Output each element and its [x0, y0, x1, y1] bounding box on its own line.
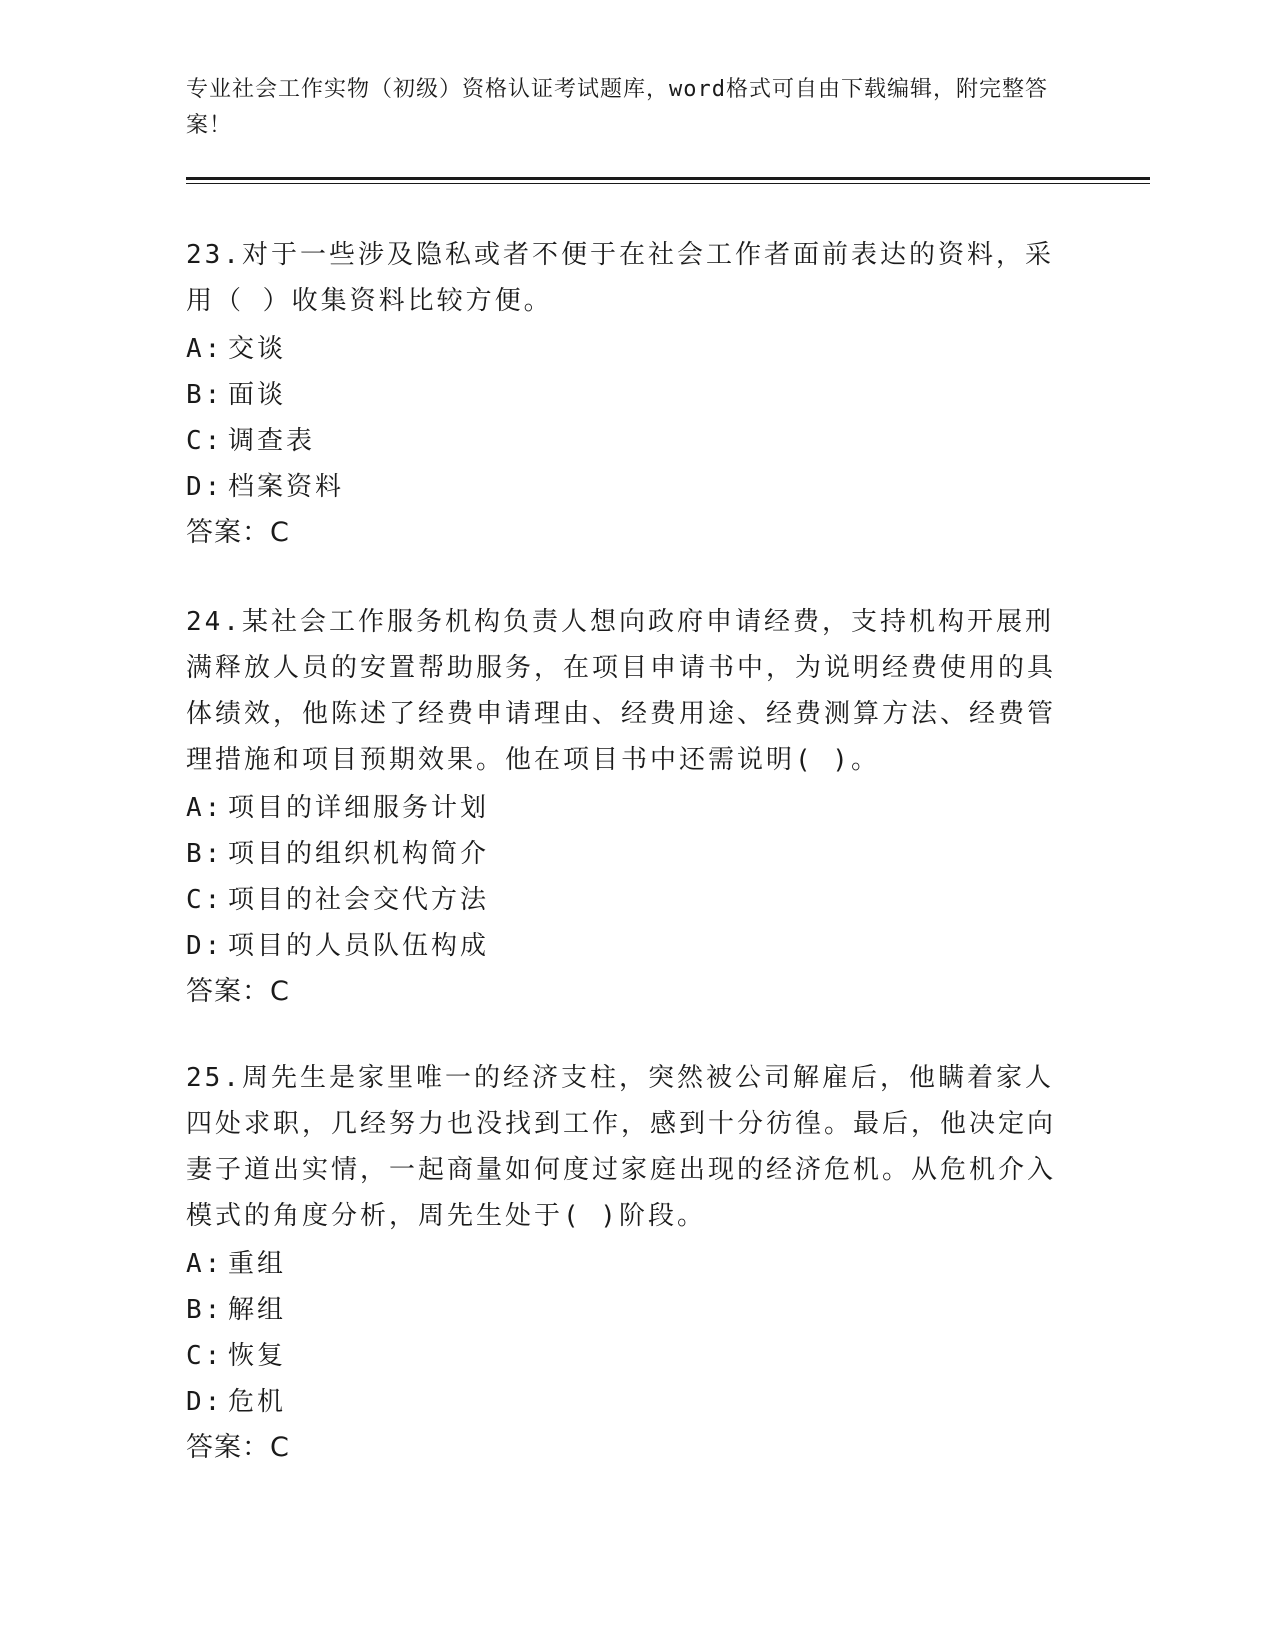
header-divider-thin — [186, 183, 1150, 184]
header-title: 专业社会工作实物（初级）资格认证考试题库，word格式可自由下载编辑，附完整答案！ — [186, 77, 1048, 138]
header-divider-thick — [186, 177, 1150, 180]
option-text: 项目的人员队伍构成 — [228, 931, 490, 961]
option-key: C: — [186, 1341, 224, 1371]
answer-line: 答案：C — [186, 517, 290, 548]
option-a — [186, 785, 1066, 831]
option-key: B: — [186, 839, 224, 869]
option-key: D: — [186, 931, 224, 961]
option-key: C: — [186, 885, 224, 915]
option-b — [186, 372, 1066, 418]
option-text: 项目的社会交代方法 — [228, 885, 490, 915]
option-text: 调查表 — [228, 426, 316, 456]
option-b — [186, 831, 1066, 877]
option-text: 档案资料 — [228, 472, 345, 502]
option-text: 危机 — [228, 1387, 287, 1417]
question-23 — [186, 232, 1066, 556]
option-key: A: — [186, 334, 224, 364]
option-key: D: — [186, 1387, 224, 1417]
answer-line: 答案：C — [186, 1432, 290, 1463]
option-text: 面谈 — [228, 380, 287, 410]
option-d — [186, 923, 1066, 969]
option-d — [186, 1379, 1066, 1425]
option-key: A: — [186, 1249, 224, 1279]
question-25 — [186, 1055, 1066, 1471]
option-b — [186, 1287, 1066, 1333]
option-text: 重组 — [228, 1249, 287, 1279]
question-stem: 23.对于一些涉及隐私或者不便于在社会工作者面前表达的资料，采用（ ）收集资料比较方便。 — [186, 240, 1054, 316]
question-stem: 24.某社会工作服务机构负责人想向政府申请经费，支持机构开展刑满释放人员的安置帮助服务，在项目申请书中，为说明经费使用的具体绩效，他陈述了经费申请理由、经费用途、经费测算方法、经费管理措施和项目预期效果。他在项目书中还需说明( )。 — [186, 607, 1057, 775]
question-24 — [186, 599, 1066, 1015]
option-a — [186, 1241, 1066, 1287]
answer-line: 答案：C — [186, 976, 290, 1007]
option-key: C: — [186, 426, 224, 456]
option-key: A: — [186, 793, 224, 823]
question-stem: 25.周先生是家里唯一的经济支柱，突然被公司解雇后，他瞒着家人四处求职，几经努力也没找到工作，感到十分彷徨。最后，他决定向妻子道出实情，一起商量如何度过家庭出现的经济危机。从危机介入模式的角度分析，周先生处于( )阶段。 — [186, 1063, 1057, 1231]
option-a — [186, 326, 1066, 372]
option-key: B: — [186, 380, 224, 410]
option-text: 项目的详细服务计划 — [228, 793, 490, 823]
option-c — [186, 418, 1066, 464]
option-key: D: — [186, 472, 224, 502]
option-key: B: — [186, 1295, 224, 1325]
option-text: 交谈 — [228, 334, 287, 364]
document-header — [186, 72, 1086, 144]
option-c — [186, 877, 1066, 923]
option-text: 恢复 — [228, 1341, 287, 1371]
option-d — [186, 464, 1066, 510]
option-text: 解组 — [228, 1295, 287, 1325]
option-c — [186, 1333, 1066, 1379]
option-text: 项目的组织机构简介 — [228, 839, 490, 869]
